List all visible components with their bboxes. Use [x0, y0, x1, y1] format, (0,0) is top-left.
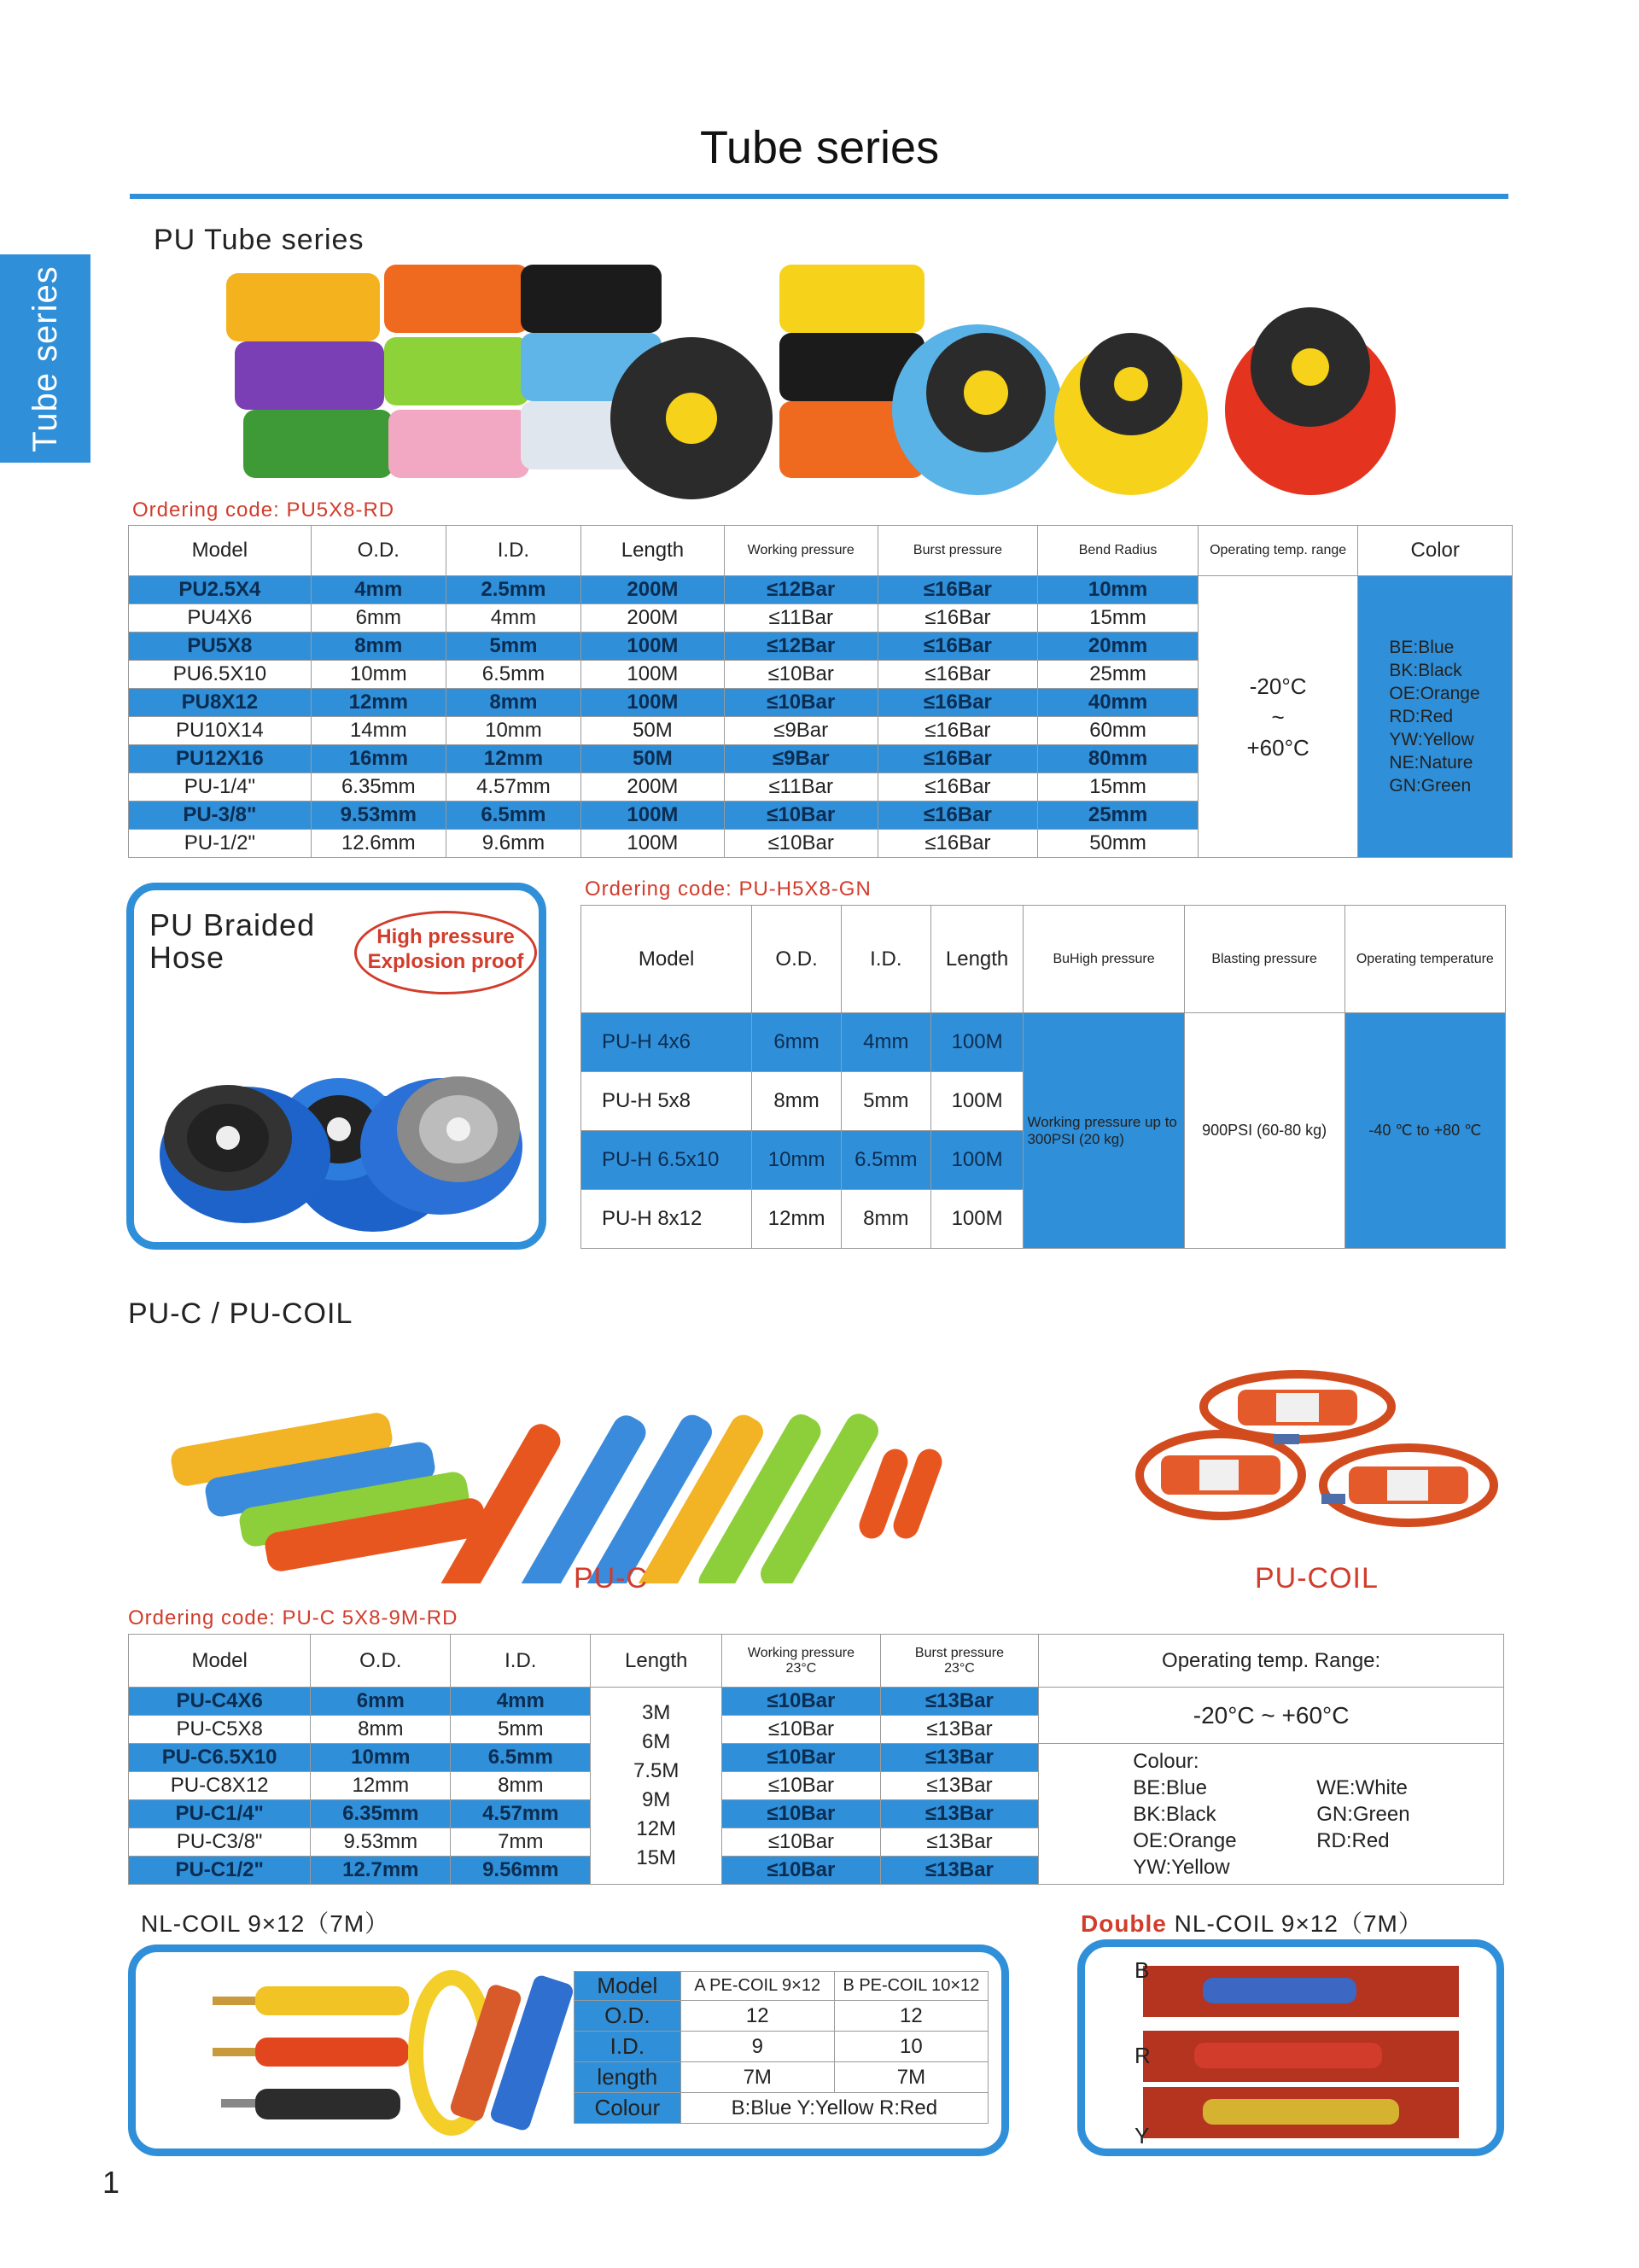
working-pressure-sub: 23°C	[785, 1660, 817, 1676]
tube-spools-illustration	[218, 248, 1430, 504]
table-cell: 6.5mm	[841, 1131, 930, 1190]
row-label: length	[575, 2062, 681, 2093]
table-cell: 100M	[581, 830, 725, 858]
table-cell: 7mm	[451, 1828, 591, 1857]
table-cell: 200M	[581, 576, 725, 604]
table-cell: 10mm	[311, 661, 446, 689]
double-coil-label-b: B	[1134, 1957, 1150, 1983]
table-cell: PU10X14	[129, 717, 312, 745]
table-cell: 200M	[581, 773, 725, 802]
table-cell: PU-H 8x12	[581, 1190, 752, 1249]
ordering-code-value: PU5X8-RD	[286, 498, 395, 522]
nl-coil-illustration	[161, 1959, 580, 2143]
table-cell: ≤10Bar	[724, 661, 878, 689]
title-divider	[130, 194, 1508, 199]
table-cell: 50M	[581, 717, 725, 745]
table-cell: 6.5mm	[451, 1744, 591, 1772]
tube-spool	[388, 410, 529, 478]
spool-reel	[1114, 367, 1148, 401]
temp-separator: ~	[1271, 703, 1285, 730]
operating-temperature-cell: -40 ℃ to +80 ℃	[1344, 1013, 1505, 1249]
color-code: BK:Black	[1389, 661, 1462, 680]
table-cell: 15mm	[1038, 773, 1199, 802]
table-cell: 4mm	[451, 1688, 591, 1716]
table-cell: 25mm	[1038, 802, 1199, 830]
table-cell: 8mm	[446, 689, 580, 717]
nl-row-length	[575, 2062, 989, 2093]
cell: 10	[834, 2032, 988, 2062]
table-cell: 100M	[581, 633, 725, 661]
table-header-row	[581, 906, 1506, 1013]
table-cell: ≤16Bar	[878, 802, 1038, 830]
table-cell: 4mm	[311, 576, 446, 604]
col-od: O.D.	[311, 526, 446, 576]
col-od: O.D.	[752, 906, 842, 1013]
table-cell: ≤10Bar	[724, 689, 878, 717]
tube-spool	[235, 341, 384, 410]
table-cell: ≤10Bar	[722, 1744, 881, 1772]
table-cell: 6mm	[311, 604, 446, 633]
table-cell: ≤16Bar	[878, 604, 1038, 633]
colour-code: YW:Yellow	[1133, 1855, 1230, 1879]
table-cell: 6mm	[752, 1013, 842, 1072]
table-cell: PU-C6.5X10	[129, 1744, 311, 1772]
pu-tube-section-title: PU Tube series	[154, 224, 365, 256]
braided-ordering-code	[585, 877, 872, 901]
table-cell: 80mm	[1038, 745, 1199, 773]
table-cell: 5mm	[841, 1072, 930, 1131]
burst-pressure-label: Burst pressure	[914, 1645, 1004, 1660]
table-cell: PU-C5X8	[129, 1716, 311, 1744]
table-cell: 4.57mm	[446, 773, 580, 802]
ordering-label: Ordering code:	[132, 498, 280, 522]
table-cell: 25mm	[1038, 661, 1199, 689]
table-cell: 12mm	[446, 745, 580, 773]
table-cell: ≤11Bar	[724, 604, 878, 633]
temp-range-cell	[1198, 576, 1358, 858]
table-cell: ≤16Bar	[878, 773, 1038, 802]
table-cell: PU-1/4"	[129, 773, 312, 802]
table-cell: 50mm	[1038, 830, 1199, 858]
table-cell: 100M	[581, 661, 725, 689]
table-cell: PU12X16	[129, 745, 312, 773]
color-code: BE:Blue	[1389, 638, 1455, 657]
col-high-pressure: BuHigh pressure	[1024, 906, 1184, 1013]
color-code: RD:Red	[1389, 707, 1454, 726]
table-cell: ≤13Bar	[880, 1688, 1039, 1716]
col-id: I.D.	[446, 526, 580, 576]
table-cell: 12mm	[311, 689, 446, 717]
table-cell: 100M	[581, 689, 725, 717]
table-cell: 8mm	[311, 633, 446, 661]
colour-codes-cell	[1039, 1744, 1504, 1885]
table-cell: ≤16Bar	[878, 689, 1038, 717]
col-blasting-pressure: Blasting pressure	[1184, 906, 1344, 1013]
tube-spool	[384, 265, 529, 333]
table-cell: 12mm	[752, 1190, 842, 1249]
table-cell: 4.57mm	[451, 1800, 591, 1828]
row-label: I.D.	[575, 2032, 681, 2062]
table-cell: ≤10Bar	[722, 1857, 881, 1885]
table-cell: 100M	[581, 802, 725, 830]
table-cell: 14mm	[311, 717, 446, 745]
double-title-bold: Double	[1081, 1910, 1167, 1937]
table-cell: ≤16Bar	[878, 717, 1038, 745]
table-cell: ≤13Bar	[880, 1857, 1039, 1885]
working-pressure-cell: Working pressure up to 300PSI (20 kg)	[1024, 1013, 1184, 1249]
col-length: Length	[581, 526, 725, 576]
table-cell: 100M	[930, 1131, 1024, 1190]
length-option: 9M	[642, 1788, 671, 1811]
table-cell: ≤10Bar	[722, 1828, 881, 1857]
cell: 9	[680, 2032, 834, 2062]
temp-range-cell: -20°C ~ +60°C	[1039, 1688, 1504, 1744]
side-section-tab	[0, 254, 90, 463]
table-cell: ≤12Bar	[724, 576, 878, 604]
table-cell: PU-C8X12	[129, 1772, 311, 1800]
table-cell: 10mm	[311, 1744, 451, 1772]
table-header-row	[129, 526, 1513, 576]
table-cell: 200M	[581, 604, 725, 633]
table-cell: ≤9Bar	[724, 717, 878, 745]
table-header-row	[129, 1635, 1504, 1688]
table-cell: ≤16Bar	[878, 661, 1038, 689]
spool-reel	[1292, 348, 1329, 386]
nl-coil-title: NL-COIL 9×12（7M）	[141, 1910, 390, 1937]
coil-ordering-code	[128, 1606, 458, 1630]
cell: A PE-COIL 9×12	[680, 1972, 834, 2001]
table-cell: 6.5mm	[446, 661, 580, 689]
col-length: Length	[591, 1635, 722, 1688]
pu-tube-spec-table	[128, 525, 1513, 858]
table-cell: ≤10Bar	[722, 1772, 881, 1800]
col-id: I.D.	[451, 1635, 591, 1688]
table-cell: 100M	[930, 1013, 1024, 1072]
tube-spool	[779, 265, 924, 333]
table-cell: PU8X12	[129, 689, 312, 717]
table-cell: ≤12Bar	[724, 633, 878, 661]
tube-spool	[384, 337, 529, 405]
table-cell: ≤13Bar	[880, 1800, 1039, 1828]
braided-hose-illustration	[143, 1001, 535, 1240]
double-nl-coil-title	[1081, 1905, 1423, 1939]
pu-coil-label: PU-COIL	[1255, 1562, 1379, 1595]
table-cell: 5mm	[446, 633, 580, 661]
colour-code: GN:Green	[1316, 1802, 1410, 1826]
color-codes-cell	[1358, 576, 1513, 858]
table-cell: ≤16Bar	[878, 576, 1038, 604]
cell: B:Blue Y:Yellow R:Red	[680, 2093, 988, 2124]
table-cell: 10mm	[1038, 576, 1199, 604]
table-row	[581, 1013, 1506, 1072]
nl-row-colour	[575, 2093, 989, 2124]
table-cell: ≤16Bar	[878, 830, 1038, 858]
table-cell: 5mm	[451, 1716, 591, 1744]
blasting-pressure-cell: 900PSI (60-80 kg)	[1184, 1013, 1344, 1249]
table-cell: PU-H 6.5x10	[581, 1131, 752, 1190]
colour-code: RD:Red	[1316, 1828, 1390, 1852]
col-operating-temp: Operating temp. Range:	[1039, 1635, 1504, 1688]
table-cell: 10mm	[752, 1131, 842, 1190]
table-cell: PU-C1/4"	[129, 1800, 311, 1828]
page-title: Tube series	[699, 122, 940, 173]
col-bend-radius: Bend Radius	[1038, 526, 1199, 576]
colour-code: WE:White	[1316, 1775, 1408, 1799]
spool-reel	[666, 393, 717, 444]
table-cell: 6.35mm	[311, 1800, 451, 1828]
badge-line1: High pressure	[376, 925, 515, 948]
cell: 12	[834, 2001, 988, 2032]
table-cell: 9.53mm	[311, 802, 446, 830]
temp-low: -20°C	[1249, 673, 1307, 699]
tube-spool	[243, 410, 393, 478]
color-code: YW:Yellow	[1389, 730, 1474, 749]
table-cell: 12mm	[311, 1772, 451, 1800]
table-row	[129, 1688, 1504, 1716]
ordering-code-value: PU-H5X8-GN	[738, 877, 872, 901]
table-cell: ≤13Bar	[880, 1716, 1039, 1744]
table-cell: 100M	[930, 1190, 1024, 1249]
working-pressure-label: Working pressure	[747, 1645, 854, 1660]
col-od: O.D.	[311, 1635, 451, 1688]
table-cell: PU-H 4x6	[581, 1013, 752, 1072]
pu-tube-product-photo	[218, 248, 1430, 504]
table-row	[129, 1744, 1504, 1772]
table-cell: PU-1/2"	[129, 830, 312, 858]
tube-spool	[521, 265, 662, 333]
table-cell: PU2.5X4	[129, 576, 312, 604]
col-temp-range: Operating temp. range	[1198, 526, 1358, 576]
colour-grid	[1133, 1775, 1503, 1880]
table-cell: 4mm	[446, 604, 580, 633]
table-cell: ≤13Bar	[880, 1828, 1039, 1857]
table-cell: 50M	[581, 745, 725, 773]
length-option: 6M	[642, 1730, 671, 1753]
table-cell: ≤10Bar	[722, 1716, 881, 1744]
table-cell: ≤11Bar	[724, 773, 878, 802]
burst-pressure-sub: 23°C	[944, 1660, 975, 1676]
row-label: Model	[575, 1972, 681, 2001]
col-model: Model	[581, 906, 752, 1013]
row-label: Colour	[575, 2093, 681, 2124]
nl-coil-spec-table	[574, 1971, 989, 2124]
color-code: OE:Orange	[1389, 684, 1480, 703]
table-cell: 20mm	[1038, 633, 1199, 661]
double-coil-blue	[1143, 1966, 1459, 2017]
length-option: 7.5M	[633, 1759, 680, 1782]
table-cell: PU-3/8"	[129, 802, 312, 830]
table-cell: 12.7mm	[311, 1857, 451, 1885]
braided-hose-panel	[126, 883, 546, 1250]
col-working-pressure	[722, 1635, 881, 1688]
ordering-code-value: PU-C 5X8-9M-RD	[282, 1606, 458, 1630]
double-title-rest: NL-COIL 9×12（7M）	[1166, 1910, 1423, 1937]
colour-label: Colour:	[1133, 1749, 1199, 1773]
table-cell: 8mm	[451, 1772, 591, 1800]
nl-row-od	[575, 2001, 989, 2032]
table-cell: 2.5mm	[446, 576, 580, 604]
ordering-label: Ordering code:	[585, 877, 732, 901]
table-cell: 6mm	[311, 1688, 451, 1716]
ordering-label: Ordering code:	[128, 1606, 276, 1630]
double-coil-yellow	[1143, 2087, 1459, 2138]
length-option: 15M	[636, 1846, 677, 1869]
table-cell: 8mm	[841, 1190, 930, 1249]
table-cell: PU-C4X6	[129, 1688, 311, 1716]
table-cell: 16mm	[311, 745, 446, 773]
table-cell: 100M	[930, 1072, 1024, 1131]
double-coil-red	[1143, 2031, 1459, 2082]
table-cell: ≤10Bar	[722, 1688, 881, 1716]
high-pressure-badge	[354, 911, 537, 994]
table-cell: PU-H 5x8	[581, 1072, 752, 1131]
color-code: NE:Nature	[1389, 753, 1473, 773]
table-cell: 4mm	[841, 1013, 930, 1072]
pu-c-coils-illustration	[137, 1310, 1024, 1583]
braided-title-line1: PU Braided	[149, 907, 316, 942]
nl-row-id	[575, 2032, 989, 2062]
side-tab-label: Tube series	[26, 265, 64, 452]
table-cell: 15mm	[1038, 604, 1199, 633]
col-id: I.D.	[841, 906, 930, 1013]
table-cell: 9.56mm	[451, 1857, 591, 1885]
table-cell: ≤13Bar	[880, 1744, 1039, 1772]
nl-coil-panel	[128, 1944, 1009, 2156]
table-cell: 6.35mm	[311, 773, 446, 802]
table-cell: 8mm	[752, 1072, 842, 1131]
spool-reel	[964, 370, 1008, 415]
table-cell: ≤9Bar	[724, 745, 878, 773]
cell: B PE-COIL 10×12	[834, 1972, 988, 2001]
table-cell: 12.6mm	[311, 830, 446, 858]
table-cell: ≤13Bar	[880, 1772, 1039, 1800]
cell: 7M	[834, 2062, 988, 2093]
table-cell: 6.5mm	[446, 802, 580, 830]
table-cell: PU5X8	[129, 633, 312, 661]
double-coil-label-r: R	[1134, 2043, 1151, 2068]
table-cell: PU-C3/8"	[129, 1828, 311, 1857]
temp-high: +60°C	[1246, 734, 1309, 761]
table-cell: PU4X6	[129, 604, 312, 633]
table-cell: ≤16Bar	[878, 633, 1038, 661]
col-operating-temperature: Operating temperature	[1344, 906, 1505, 1013]
table-cell: 9.6mm	[446, 830, 580, 858]
pu-coil-illustration	[1127, 1366, 1519, 1536]
col-burst-pressure	[880, 1635, 1039, 1688]
col-color: Color	[1358, 526, 1513, 576]
colour-code: BE:Blue	[1133, 1775, 1207, 1799]
cell: 7M	[680, 2062, 834, 2093]
table-cell: 8mm	[311, 1716, 451, 1744]
col-model: Model	[129, 1635, 311, 1688]
col-model: Model	[129, 526, 312, 576]
coil-section-title: PU-C / PU-COIL	[128, 1297, 353, 1330]
double-nl-coil-panel	[1077, 1939, 1504, 2156]
col-burst-pressure: Burst pressure	[878, 526, 1038, 576]
color-code: GN:Green	[1389, 776, 1472, 796]
braided-hose-title	[149, 909, 315, 974]
tube-spool	[226, 273, 380, 341]
pu-c-label: PU-C	[574, 1562, 649, 1595]
table-cell: ≤10Bar	[722, 1800, 881, 1828]
cell: 12	[680, 2001, 834, 2032]
nl-row-model	[575, 1972, 989, 2001]
braided-spec-table	[580, 905, 1506, 1249]
col-working-pressure: Working pressure	[724, 526, 878, 576]
page-number: 1	[102, 2165, 120, 2200]
table-cell: 40mm	[1038, 689, 1199, 717]
table-cell: 9.53mm	[311, 1828, 451, 1857]
colour-code: OE:Orange	[1133, 1828, 1237, 1852]
colour-code: BK:Black	[1133, 1802, 1216, 1826]
length-options-cell	[591, 1688, 722, 1885]
table-cell: PU-C1/2"	[129, 1857, 311, 1885]
length-option: 12M	[636, 1817, 677, 1840]
coil-spec-table	[128, 1634, 1504, 1885]
badge-line2: Explosion proof	[367, 949, 524, 973]
table-cell: ≤10Bar	[724, 802, 878, 830]
length-option: 3M	[642, 1701, 671, 1724]
row-label: O.D.	[575, 2001, 681, 2032]
double-coil-label-y: Y	[1134, 2123, 1150, 2148]
table-row	[129, 576, 1513, 604]
table-cell: 10mm	[446, 717, 580, 745]
braided-title-line2: Hose	[149, 940, 225, 975]
pu-tube-ordering-code	[132, 498, 394, 522]
table-cell: 60mm	[1038, 717, 1199, 745]
col-length: Length	[930, 906, 1024, 1013]
table-cell: PU6.5X10	[129, 661, 312, 689]
table-cell: ≤10Bar	[724, 830, 878, 858]
table-cell: ≤16Bar	[878, 745, 1038, 773]
